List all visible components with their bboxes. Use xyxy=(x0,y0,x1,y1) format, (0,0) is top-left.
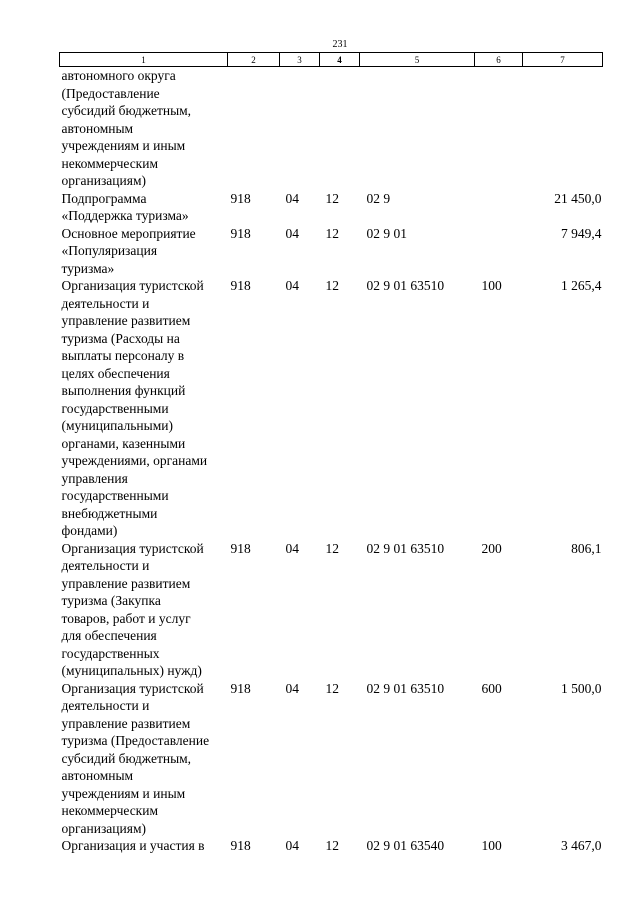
row-expense-type: 200 xyxy=(481,540,502,556)
row-amount: 1 500,0 xyxy=(561,680,602,696)
row-section-code: 04 xyxy=(285,540,299,556)
header-col-5: 5 xyxy=(360,53,475,67)
table-row xyxy=(60,540,603,680)
row-amount: 1 265,4 xyxy=(561,278,602,293)
row-name: Подпрограмма «Поддержка туризма» xyxy=(61,190,189,223)
row-section-code: 04 xyxy=(285,190,299,206)
header-col-7: 7 xyxy=(523,53,603,67)
row-section-code: 04 xyxy=(285,278,299,293)
budget-table xyxy=(59,52,603,855)
row-target-code: 02 9 01 63510 xyxy=(366,680,445,696)
row-section-code: 04 xyxy=(285,225,299,241)
row-expense-type xyxy=(475,225,523,278)
row-section-code: 04 xyxy=(285,838,299,853)
header-col-3: 3 xyxy=(280,53,320,67)
row-name: Организация туристской деятельности и управление развитием туризма (Закупка товаров, работ и услуг для обеспечения государственных (муниципальных) нужд) xyxy=(61,540,204,678)
row-name: автономного округа (Предоставление субсидий бюджетным, автономным учреждениям и иным некоммерческим организациям) xyxy=(61,68,192,188)
row-amount: 806,1 xyxy=(571,540,602,556)
table-body xyxy=(60,67,603,855)
table-row xyxy=(60,277,603,540)
header-col-1: 1 xyxy=(60,53,228,67)
row-name: Организация туристской деятельности и управление развитием туризма (Предоставление субсидий бюджетным, автономным учреждениям и иным некоммерческим организациям) xyxy=(61,680,210,836)
row-amount: 3 467,0 xyxy=(561,838,602,853)
row-amount xyxy=(523,67,603,190)
row-expense-type xyxy=(475,190,523,225)
row-expense-type: 100 xyxy=(481,838,502,853)
row-name: Основное мероприятие «Популяризация туризма» xyxy=(61,225,196,276)
page-number: 231 xyxy=(332,39,348,50)
row-target-code: 02 9 01 63510 xyxy=(366,278,445,293)
header-col-2: 2 xyxy=(228,53,280,67)
row-section-code xyxy=(280,67,320,190)
table-row xyxy=(60,837,603,855)
row-gr-code: 918 xyxy=(230,190,251,206)
header-col-6: 6 xyxy=(475,53,523,67)
row-name: Организация туристской деятельности и управление развитием туризма (Расходы на выплаты персоналу в целях обеспечения выполнения функций государственными (муниципальными) органами, казенными учреждениями, органами управления государственными внебюджетными фондами) xyxy=(61,278,208,538)
table-header xyxy=(60,53,603,67)
row-subsection-code: 12 xyxy=(325,540,339,556)
row-target-code xyxy=(360,67,475,190)
row-subsection-code: 12 xyxy=(325,225,339,241)
row-target-code: 02 9 01 63540 xyxy=(366,838,445,853)
header-row xyxy=(60,53,603,67)
header-col-4: 4 xyxy=(320,53,360,67)
row-gr-code: 918 xyxy=(230,225,251,241)
row-expense-type: 100 xyxy=(481,278,502,293)
row-section-code: 04 xyxy=(285,680,299,696)
row-target-code: 02 9 xyxy=(366,190,391,206)
row-subsection-code: 12 xyxy=(325,190,339,206)
row-expense-type xyxy=(475,67,523,190)
row-subsection-code: 12 xyxy=(325,278,339,293)
row-gr-code xyxy=(228,67,280,190)
table-row xyxy=(60,680,603,838)
row-subsection-code: 12 xyxy=(325,680,339,696)
row-subsection-code: 12 xyxy=(325,838,339,853)
row-target-code: 02 9 01 63510 xyxy=(366,540,445,556)
row-expense-type: 600 xyxy=(481,680,502,696)
row-gr-code: 918 xyxy=(230,278,251,293)
row-gr-code: 918 xyxy=(230,838,251,853)
row-subsection-code xyxy=(320,67,360,190)
table-row xyxy=(60,225,603,278)
table-row xyxy=(60,67,603,190)
table-row xyxy=(60,190,603,225)
row-amount: 7 949,4 xyxy=(561,225,602,241)
row-gr-code: 918 xyxy=(230,680,251,696)
row-gr-code: 918 xyxy=(230,540,251,556)
row-amount: 21 450,0 xyxy=(554,190,602,206)
row-name: Организация и участия в xyxy=(61,838,205,853)
row-target-code: 02 9 01 xyxy=(366,225,407,241)
